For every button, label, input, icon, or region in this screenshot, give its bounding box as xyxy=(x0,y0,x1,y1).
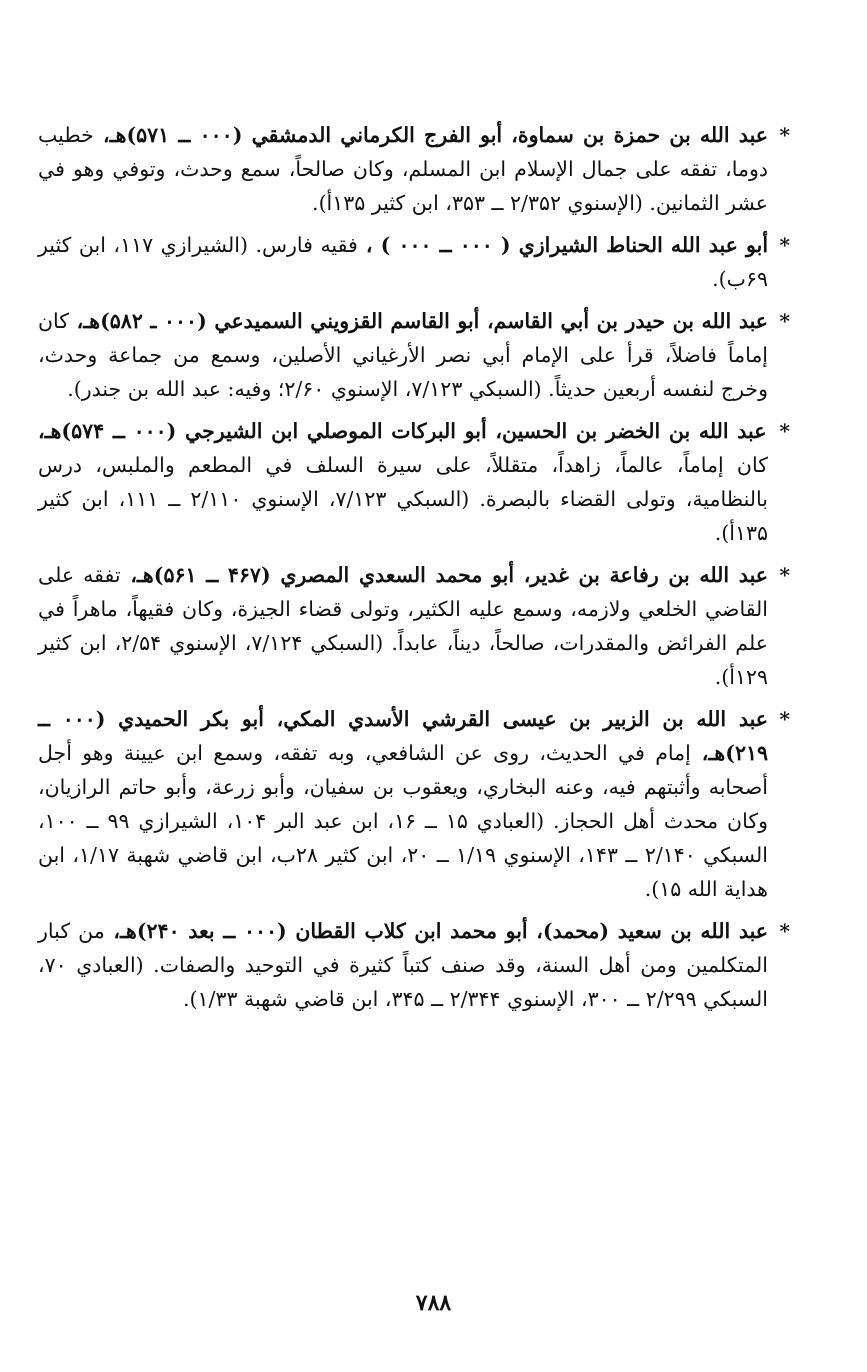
entry-marker: * xyxy=(779,563,790,587)
entry-marker: * xyxy=(779,419,790,443)
entry-head: أبو عبد الله الحناط الشيرازي ( ۰۰۰ ــ ۰۰۰ ) ، xyxy=(357,233,769,257)
entry-head: عبد الله بن حمزة بن سماوة، أبو الفرج الكرماني الدمشقي (۰۰۰ ــ ۵۷۱)هـ، xyxy=(93,123,768,147)
entry-marker: * xyxy=(779,309,790,333)
entry-body: فقيه فارس. (الشيرازي ۱۱۷، ابن كثير ۶۹ب). xyxy=(38,233,768,291)
entry-marker: * xyxy=(779,123,790,147)
entry-head: عبد الله بن حيدر بن أبي القاسم، أبو القاسم القزويني السميدعي (۰۰۰ ـ ۵۸۲)هـ، xyxy=(69,309,768,333)
entry xyxy=(38,118,790,220)
entry-head: عبد الله بن سعيد (محمد)، أبو محمد ابن كلاب القطان (۰۰۰ ــ بعد ۲۴۰)هـ، xyxy=(104,919,768,943)
entry xyxy=(38,304,790,406)
entry xyxy=(38,414,790,550)
entry-body: خطيب دوما، تفقه على جمال الإسلام ابن المسلم، وكان صالحاً، سمع وحدث، وتوفي وهو في عشر الثمانين. (الإسنوي ۲/۳۵۲ ــ ۳۵۳، ابن كثير ۱۳۵أ). xyxy=(38,123,768,215)
entry-marker: * xyxy=(779,919,790,943)
biographical-entries xyxy=(38,118,790,1024)
entry xyxy=(38,558,790,694)
entry xyxy=(38,702,790,906)
entry xyxy=(38,228,790,296)
entry-head: عبد الله بن الخضر بن الحسين، أبو البركات الموصلي ابن الشيرجي (۰۰۰ ــ ۵۷۴)هـ، xyxy=(38,419,767,443)
entry-body: تفقه على القاضي الخلعي ولازمه، وسمع عليه الكثير، وتولى قضاء الجيزة، وكان فقيهاً، ماهراً في علم الفرائض والمقدرات، صالحاً، ديناً، عابداً. (السبكي ۷/۱۲۴، الإسنوي ۲/۵۴، ابن كثير ۱۲۹أ). xyxy=(38,563,768,689)
entry-body: كان إماماً فاضلاً، قرأ على الإمام أبي نصر الأرغياني الأصلين، وسمع من جماعة وحدث، وخرج لنفسه أربعين حديثاً. (السبكي ۷/۱۲۳، الإسنوي ۲/۶۰؛ وفيه: عبد الله بن جندر). xyxy=(38,309,768,401)
page-number: ۷۸۸ xyxy=(415,1290,452,1316)
entry-body: كان إماماً، عالماً، زاهداً، متقللاً، على سيرة السلف في المطعم والملبس، درس بالنظامية، وتولى القضاء بالبصرة. (السبكي ۷/۱۲۳، الإسنوي ۲/۱۱۰ ــ ۱۱۱، ابن كثير ۱۳۵أ). xyxy=(38,453,768,545)
entry-marker: * xyxy=(779,233,790,257)
entry-head: عبد الله بن الزبير بن عيسى القرشي الأسدي المكي، أبو بكر الحميدي (۰۰۰ ــ ۲۱۹)هـ، xyxy=(38,707,769,765)
entry-body: إمام في الحديث، روى عن الشافعي، وبه تفقه، وسمع ابن عيينة وهو أجل أصحابه وأثبتهم فيه، وعنه البخاري، ويعقوب بن سفيان، وأبو زرعة، وأبو حاتم الرازيان، وكان محدث أهل الحجاز. (العبادي ۱۵ ــ ۱۶، ابن عبد البر ۱۰۴، الشيرازي ۹۹ ــ ۱۰۰، السبكي ۲/۱۴۰ ــ ۱۴۳، الإسنوي ۱/۱۹ ــ ۲۰، ابن كثير ۲۸ب، ابن قاضي شهبة ۱/۱۷، ابن هداية الله ۱۵). xyxy=(38,741,769,901)
entry-marker: * xyxy=(779,707,790,731)
entry-body: من كبار المتكلمين ومن أهل السنة، وقد صنف كتباً كثيرة في التوحيد والصفات. (العبادي ۷۰، السبكي ۲/۲۹۹ ــ ۳۰۰، الإسنوي ۲/۳۴۴ ــ ۳۴۵، ابن قاضي شهبة ۱/۳۳). xyxy=(38,919,768,1011)
entry-head: عبد الله بن رفاعة بن غدير، أبو محمد السعدي المصري (۴۶۷ ــ ۵۶۱)هـ، xyxy=(120,563,768,587)
entry xyxy=(38,914,790,1016)
